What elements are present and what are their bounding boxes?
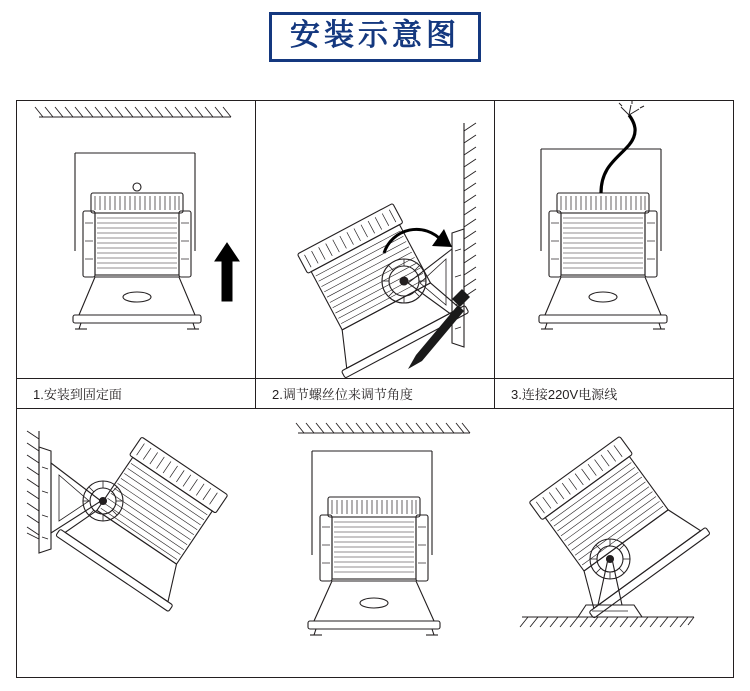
caption-step-1: 1.安装到固定面 <box>33 387 122 402</box>
up-arrow-icon <box>215 243 239 301</box>
caption-row <box>17 379 733 409</box>
wrench-icon <box>408 289 470 369</box>
figure-cell-step-1 <box>17 101 255 378</box>
bottom-figure-row <box>17 409 733 675</box>
figure-cell-ground-mount <box>494 409 733 675</box>
page-title: 安装示意图 <box>290 19 460 52</box>
power-cable-icon <box>601 115 635 193</box>
figure-ground-mount <box>494 409 732 673</box>
title-box <box>269 12 481 62</box>
figure-step-1 <box>17 101 255 378</box>
figure-cell-ceiling-mount <box>256 409 495 675</box>
figure-step-3 <box>495 101 733 378</box>
caption-step-2: 2.调节螺丝位来调节角度 <box>255 379 494 408</box>
title-banner <box>0 12 750 62</box>
figure-step-2 <box>256 101 494 378</box>
figure-cell-step-3 <box>494 101 733 378</box>
top-figure-row <box>17 101 733 379</box>
figure-ceiling-mount <box>256 409 494 673</box>
figure-cell-step-2 <box>255 101 494 378</box>
figure-wall-mount <box>17 409 255 673</box>
caption-step-3: 3.连接220V电源线 <box>494 379 733 408</box>
diagram-grid <box>16 100 734 678</box>
figure-cell-wall-mount <box>17 409 256 675</box>
